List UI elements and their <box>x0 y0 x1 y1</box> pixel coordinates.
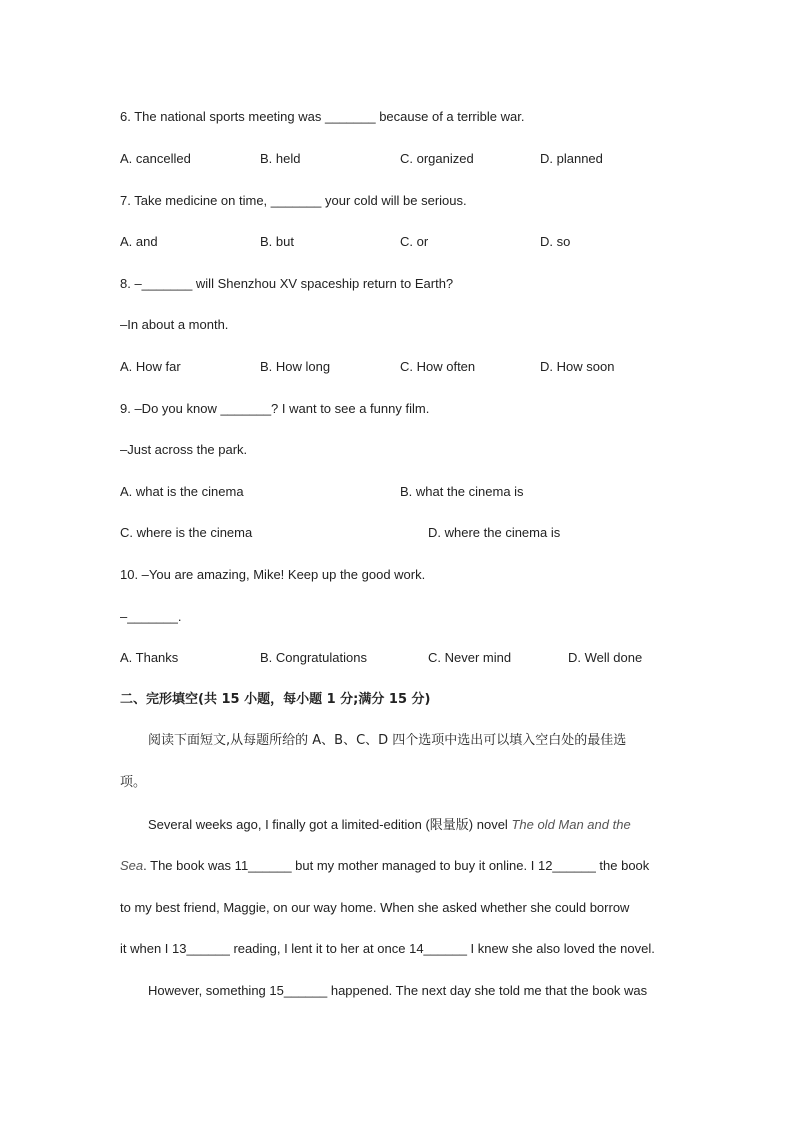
passage-line-2-text: . The book was 11______ but my mother managed to buy it online. I 12______ the book <box>143 858 650 873</box>
question-9-reply: –Just across the park. <box>120 442 248 457</box>
question-9-option-c: C. where is the cinema <box>120 525 253 540</box>
passage-line-1-text: Several weeks ago, I finally got a limited-edition (限量版) novel <box>148 817 512 832</box>
passage-line-4: it when I 13______ reading, I lent it to her at once 14______ I knew she also loved the novel. <box>120 941 655 956</box>
question-7-option-a: A. and <box>120 234 158 249</box>
question-10-stem: 10. –You are amazing, Mike! Keep up the good work. <box>120 567 426 582</box>
passage-line-1 <box>148 817 631 833</box>
novel-title-part-2: Sea <box>120 858 144 873</box>
question-6-stem: 6. The national sports meeting was _______ because of a terrible war. <box>120 109 525 124</box>
question-6-option-d: D. planned <box>540 151 603 166</box>
question-7-stem: 7. Take medicine on time, _______ your cold will be serious. <box>120 193 467 208</box>
question-10-option-c: C. Never mind <box>428 650 512 665</box>
passage-line-3: to my best friend, Maggie, on our way home. When she asked whether she could borrow <box>120 900 630 915</box>
novel-title-part-1: The old Man and the <box>511 817 631 832</box>
question-8-option-b: B. How long <box>260 359 331 374</box>
passage-line-5: However, something 15______ happened. The next day she told me that the book was <box>148 983 648 998</box>
question-9-stem: 9. –Do you know _______? I want to see a funny film. <box>120 401 430 416</box>
question-8-option-c: C. How often <box>400 359 476 374</box>
question-9-option-d: D. where the cinema is <box>428 525 561 540</box>
question-10-option-d: D. Well done <box>568 650 643 665</box>
question-9-option-b: B. what the cinema is <box>400 484 524 499</box>
question-9-option-a: A. what is the cinema <box>120 484 244 499</box>
section-2-instruction-line-2: 项。 <box>120 775 147 790</box>
question-8-option-d: D. How soon <box>540 359 615 374</box>
question-8-option-a: A. How far <box>120 359 181 374</box>
passage-line-2 <box>120 858 649 874</box>
question-6-option-b: B. held <box>260 151 301 166</box>
question-10-reply: –_______. <box>120 609 182 624</box>
question-7-option-d: D. so <box>540 234 571 249</box>
question-10-option-b: B. Congratulations <box>260 650 367 665</box>
question-7-option-c: C. or <box>400 234 429 249</box>
question-6-option-a: A. cancelled <box>120 151 191 166</box>
question-8-stem: 8. –_______ will Shenzhou XV spaceship return to Earth? <box>120 276 454 291</box>
section-2-instruction-line-1: 阅读下面短文,从每题所给的 A、B、C、D 四个选项中选出可以填入空白处的最佳选 <box>148 733 627 748</box>
question-10-option-a: A. Thanks <box>120 650 179 665</box>
section-2-heading: 二、完形填空(共 15 小题，每小题 1 分;满分 15 分) <box>120 692 431 707</box>
question-8-reply: –In about a month. <box>120 317 229 332</box>
question-7-option-b: B. but <box>260 234 294 249</box>
question-6-option-c: C. organized <box>400 151 474 166</box>
